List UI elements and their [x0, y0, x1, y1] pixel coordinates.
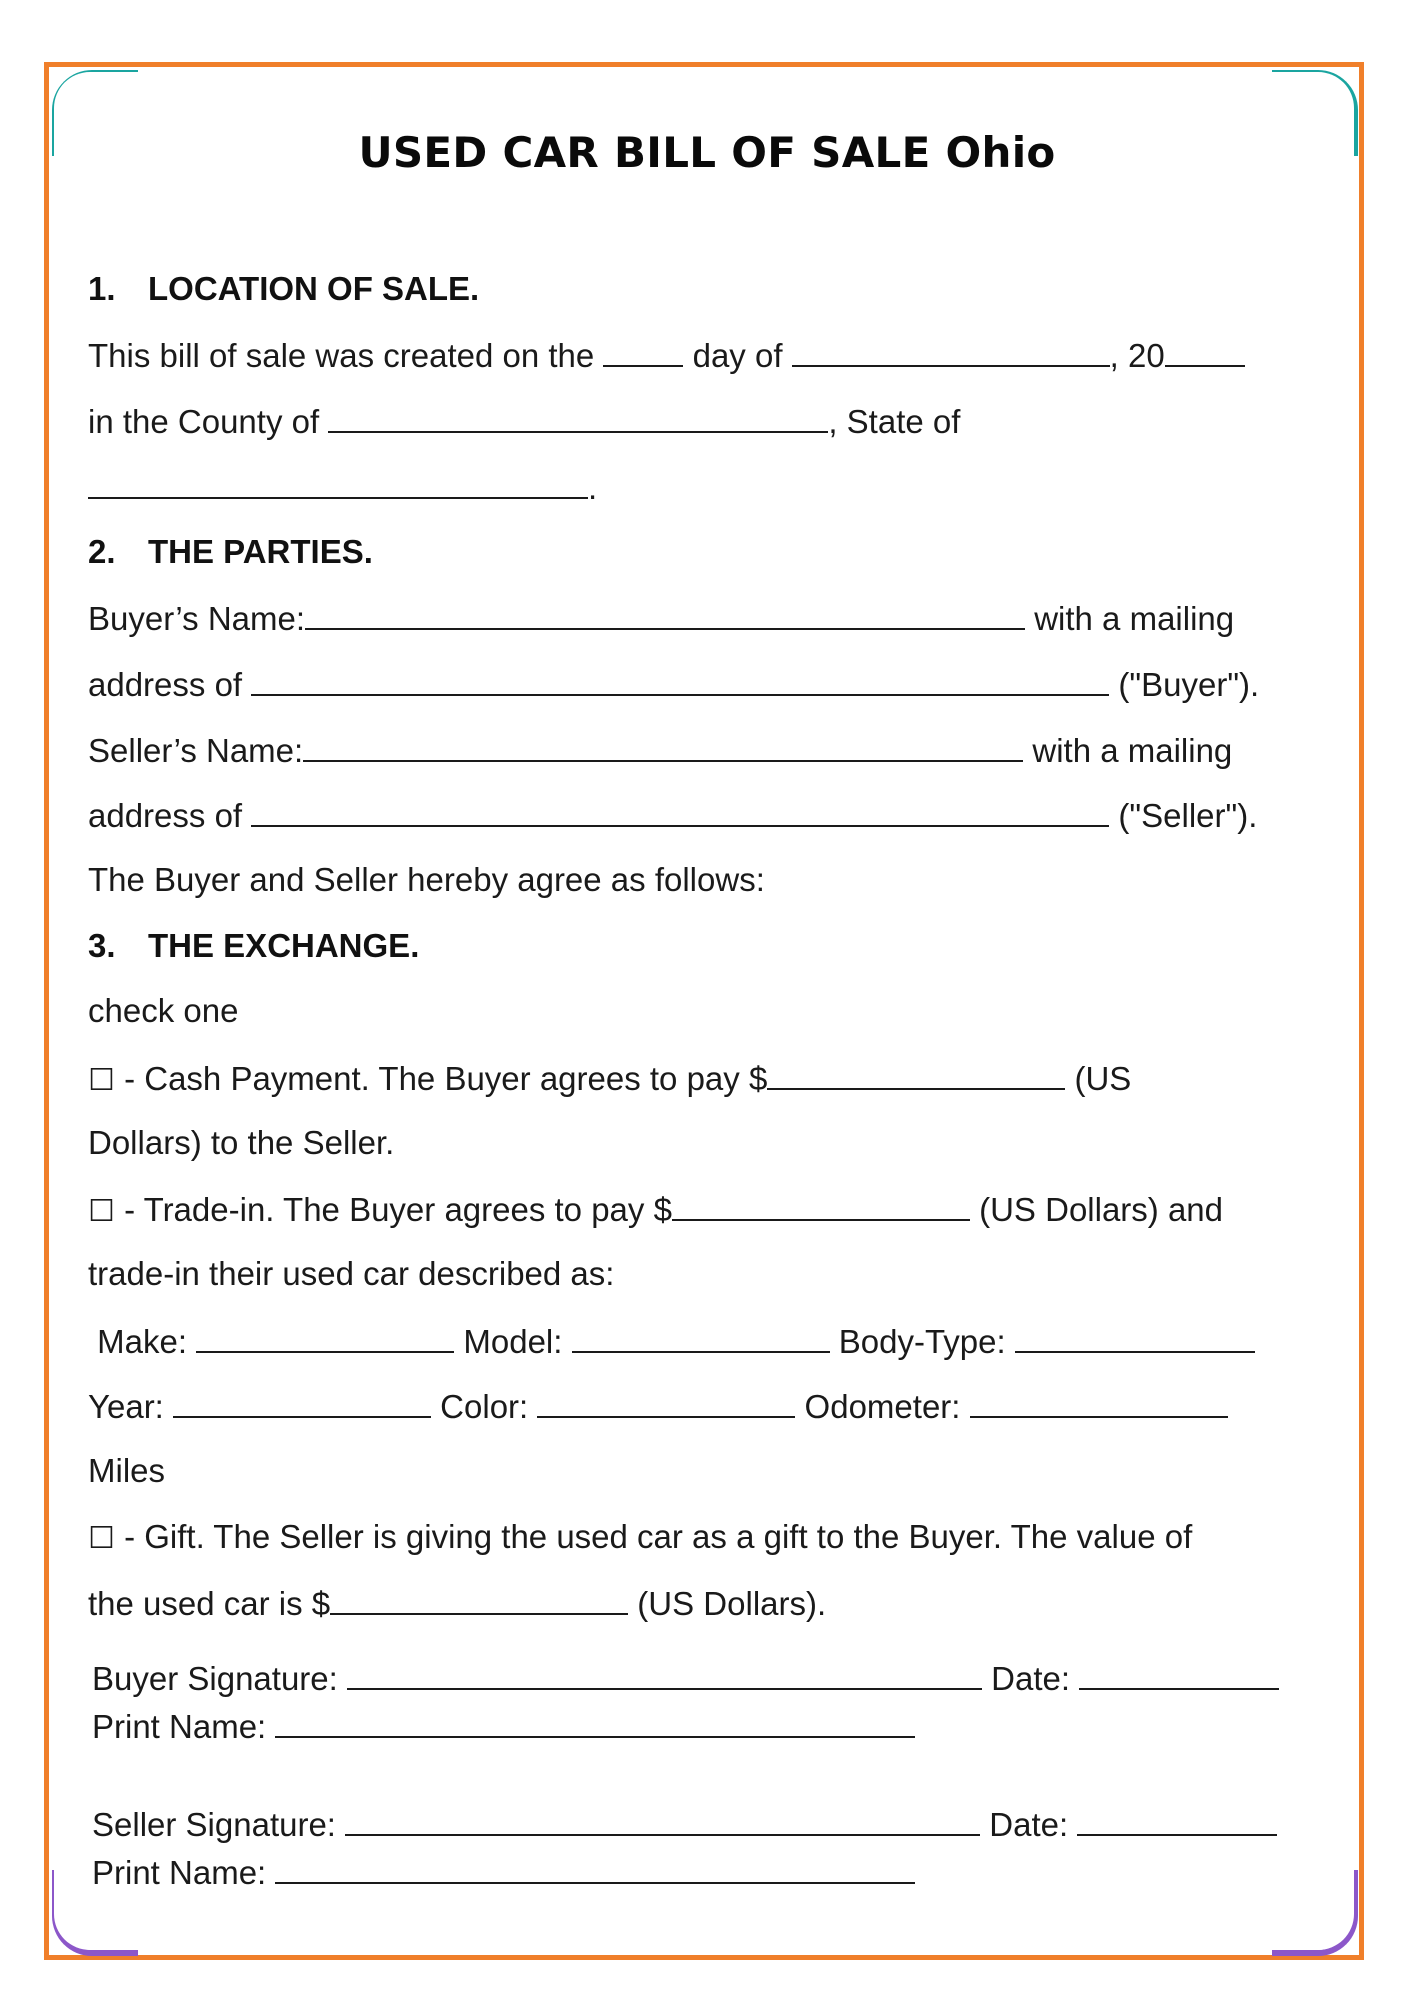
sale-date-line [88, 335, 1245, 375]
label: Buyer’s Name: [88, 600, 306, 637]
seller-print-name-line [92, 1852, 915, 1892]
label: Model: [454, 1323, 572, 1360]
label: Print Name: [92, 1854, 276, 1891]
gift-checkbox[interactable]: ☐ [88, 1521, 115, 1556]
buyer-address-line [88, 664, 1259, 704]
text: (US Dollars). [628, 1585, 827, 1622]
label: address of [88, 797, 252, 834]
cash-payment-option [88, 1058, 1131, 1098]
text: This bill of sale was created on the [88, 337, 604, 374]
label: Seller Signature: [92, 1806, 346, 1843]
text: day of [683, 337, 792, 374]
year-field[interactable] [1165, 335, 1245, 367]
text: ("Buyer"). [1109, 666, 1260, 703]
text: the used car is $ [88, 1585, 331, 1622]
label: Date: [981, 1660, 1080, 1697]
text: - Cash Payment. The Buyer agrees to pay $ [114, 1060, 768, 1097]
model-field[interactable] [572, 1321, 830, 1353]
gift-value-line [88, 1583, 826, 1623]
section-number: 3. [88, 927, 116, 964]
text: , 20 [1109, 337, 1165, 374]
seller-address-line [88, 795, 1257, 835]
state-field[interactable] [88, 467, 588, 499]
buyer-date-field[interactable] [1079, 1658, 1279, 1690]
trade-in-option [88, 1189, 1223, 1229]
day-field[interactable] [603, 335, 683, 367]
section-title: LOCATION OF SALE. [148, 270, 480, 307]
make-field[interactable] [196, 1321, 454, 1353]
seller-date-field[interactable] [1077, 1804, 1277, 1836]
buyer-name-line [88, 598, 1234, 638]
cash-amount-field[interactable] [767, 1058, 1065, 1090]
text: with a mailing [1025, 600, 1235, 637]
county-line [88, 401, 960, 441]
text: with a mailing [1023, 732, 1233, 769]
text: (US [1065, 1060, 1132, 1097]
label: Make: [88, 1323, 197, 1360]
vehicle-year-field[interactable] [173, 1386, 431, 1418]
text: in the County of [88, 403, 329, 440]
buyer-print-name-field[interactable] [275, 1706, 915, 1738]
label: address of [88, 666, 252, 703]
state-line [88, 467, 597, 507]
cash-payment-continued: Dollars) to the Seller. [88, 1124, 395, 1161]
text: , State of [828, 403, 961, 440]
county-field[interactable] [328, 401, 828, 433]
buyer-signature-field[interactable] [347, 1658, 982, 1690]
label: Color: [431, 1388, 538, 1425]
label: Body-Type: [829, 1323, 1015, 1360]
label: Date: [980, 1806, 1078, 1843]
section-number: 2. [88, 533, 116, 570]
trade-in-amount-field[interactable] [672, 1189, 970, 1221]
check-one-text: check one [88, 992, 239, 1029]
text: . [588, 469, 598, 506]
seller-name-line [88, 730, 1232, 770]
cash-checkbox[interactable]: ☐ [88, 1063, 115, 1098]
label: Odometer: [795, 1388, 970, 1425]
seller-name-field[interactable] [303, 730, 1023, 762]
month-field[interactable] [792, 335, 1110, 367]
buyer-signature-line [92, 1658, 1279, 1698]
miles-text: Miles [88, 1452, 166, 1489]
seller-address-field[interactable] [251, 795, 1109, 827]
section-number: 1. [88, 270, 116, 307]
text: - Trade-in. The Buyer agrees to pay $ [114, 1191, 672, 1228]
gift-value-field[interactable] [330, 1583, 628, 1615]
text: (US Dollars) and [969, 1191, 1224, 1228]
text: ("Seller"). [1109, 797, 1258, 834]
buyer-address-field[interactable] [251, 664, 1109, 696]
buyer-print-name-line [92, 1706, 915, 1746]
seller-signature-line [92, 1804, 1277, 1844]
agreement-text: The Buyer and Seller hereby agree as follows: [88, 861, 765, 898]
seller-print-name-field[interactable] [275, 1852, 915, 1884]
document-title: USED CAR BILL OF SALE Ohio [358, 128, 1056, 177]
seller-signature-field[interactable] [345, 1804, 980, 1836]
label: Print Name: [92, 1708, 276, 1745]
section-exchange-heading [88, 927, 419, 965]
section-location-heading [88, 270, 479, 308]
text: - Gift. The Seller is giving the used car as a gift to the Buyer. The value of [114, 1518, 1193, 1555]
trade-in-vehicle-line-2 [88, 1386, 1228, 1426]
section-title: THE PARTIES. [148, 533, 373, 570]
label: Year: [88, 1388, 174, 1425]
odometer-field[interactable] [970, 1386, 1228, 1418]
buyer-name-field[interactable] [305, 598, 1025, 630]
section-parties-heading [88, 533, 373, 571]
label: Seller’s Name: [88, 732, 304, 769]
color-field[interactable] [537, 1386, 795, 1418]
trade-in-vehicle-line-1 [88, 1321, 1255, 1361]
trade-in-checkbox[interactable]: ☐ [88, 1194, 115, 1229]
trade-in-continued: trade-in their used car described as: [88, 1255, 615, 1292]
label: Buyer Signature: [92, 1660, 347, 1697]
gift-option [88, 1518, 1192, 1556]
body-type-field[interactable] [1015, 1321, 1255, 1353]
section-title: THE EXCHANGE. [148, 927, 420, 964]
